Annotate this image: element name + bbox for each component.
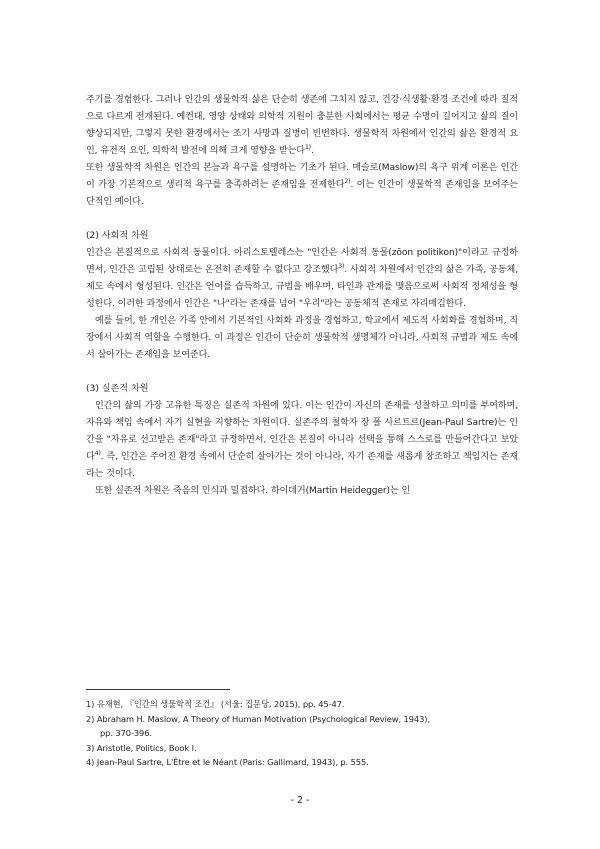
- paragraph: 또한 실존적 차원은 죽음의 인식과 밀접하다. 하이데거(Martin Heidegger)는 인: [95, 486, 411, 496]
- section-heading: (2) 사회적 차원: [86, 231, 149, 241]
- paragraph-text: 주기를 경험한다. 그러나 인간의 생물학적 삶은 단순히 생존에 그치지 않고, 건강·식생활·환경 조건에 따라 질적으로 다르게 전개된다. 예컨대, 영양 상태와 의학적 지원이 충분한 사회에서는 평균 수명이 길어지고 삶의 질이 향상되지만, 그렇지 못한 환경에서는 조기 사망과 질병이 빈번하다. 생물학적 차원에서 인간의 삶은 환경적 요인, 유전적 요인, 의학적 발전에 의해 크게 영향을 받는다: [86, 95, 518, 156]
- paragraph-text: 또한 생물학적 차원은 인간의 본능과 욕구를 설명하는 기초가 된다. 매슬로(Maslow)의 욕구 위계 이론은 인간이 가장 기본적으로 생리적 욕구를 충족하려는 존재임을 전제한다: [86, 163, 518, 190]
- document-body: [86, 92, 518, 500]
- footnote-continuation: pp. 370-396.: [100, 728, 152, 738]
- footnote-divider: [86, 689, 230, 690]
- paragraph: [86, 398, 518, 483]
- footnote-ref: 2): [344, 178, 351, 185]
- section-heading: (3) 실존적 차원: [86, 384, 149, 394]
- footnote-ref: 3): [338, 263, 345, 270]
- paragraph: [86, 160, 518, 211]
- paragraph-text: .: [310, 146, 314, 156]
- footnote: 2) Abraham H. Maslow, A Theory of Human Motivation (Psychological Review, 1943),: [86, 713, 430, 724]
- paragraph-text: . 이는 인간이 생물학적 존재임을 보여주는 단적인 예이다.: [86, 180, 518, 207]
- footnote: 1) 유재현, 『인간의 생물학적 조건』 (서울: 집문당, 2015), pp. 45-47.: [86, 699, 345, 709]
- paragraph: [86, 92, 518, 160]
- footnote-ref: 1): [304, 144, 311, 151]
- footnotes: [86, 697, 518, 770]
- footnote: 4) Jean-Paul Sartre, L'Être et le Néant (Paris: Gallimard, 1943), p. 555.: [86, 757, 369, 767]
- paragraph: [86, 245, 518, 313]
- paragraph-text: 인간은 본질적으로 사회적 동물이다. 아리스토텔레스는 "인간은 사회적 동물(zōon politikon)"이라고 규정하면서, 인간은 고립된 상태로는 온전히 존재할 수 없다고 강조했다: [86, 248, 518, 275]
- paragraph-text: . 즉, 인간은 주어진 환경 속에서 단순히 살아가는 것이 아니라, 자기 존재를 새롭게 창조하고 책임지는 존재라는 것이다.: [86, 452, 518, 479]
- paragraph: 예를 들어, 한 개인은 가족 안에서 기본적인 사회화 과정을 경험하고, 학교에서 제도적 사회화를 경험하며, 직장에서 사회적 역할을 수행한다. 이 과정은 인간이 단순히 생물학적 생명체가 아니라, 사회적 규범과 제도 속에서 살아가는 존재임을 보여준다.: [86, 316, 518, 360]
- paragraph-text: . 사회적 차원에서 인간의 삶은 가족, 공동체, 제도 속에서 형성된다. 인간은 언어를 습득하고, 규범을 배우며, 타인과 관계를 맺음으로써 사회적 정체성을 형성한다. 이러한 과정에서 인간은 "나"라는 존재를 넘어 "우리"라는 공동체적 존재로 자리매김한다.: [86, 265, 518, 309]
- footnote: 3) Aristotle, Politics, Book I.: [86, 742, 197, 753]
- paragraph-text: 인간의 삶의 가장 고유한 특징은 실존적 차원에 있다. 이는 인간이 자신의 존재를 성찰하고 의미를 부여하며, 자유와 책임 속에서 자기 실현을 지향하는 차원이다. 실존주의 철학자 장 폴 사르트르(Jean-Paul Sartre)는 인간을 "자유로 선고받은 존재"라고 규정하면서, 인간은 본질이 아니라 선택을 통해 스스로를 만들어간다고 보았다: [86, 401, 518, 462]
- footnote-ref: 4): [94, 450, 101, 457]
- page-number: - 2 -: [290, 795, 310, 806]
